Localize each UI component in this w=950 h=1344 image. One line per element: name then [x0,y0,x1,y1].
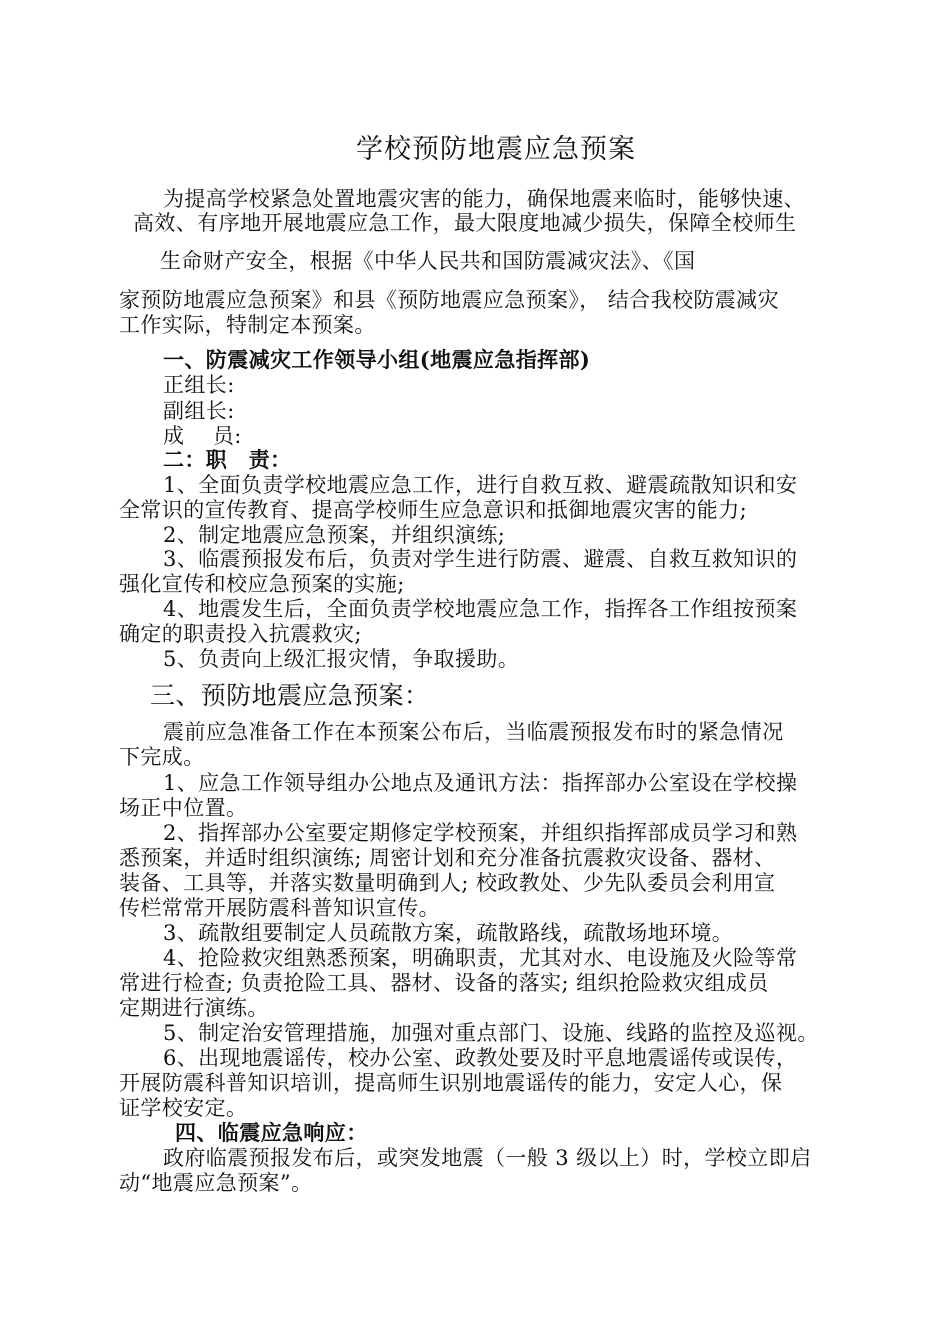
role-line: 副组长: [163,399,235,423]
body-line: 传栏常常开展防震科普知识宣传。 [119,896,440,920]
body-line: 2、指挥部办公室要定期修定学校预案，并组织指挥部成员学习和熟 [163,821,798,845]
intro-line: 高效、有序地开展地震应急工作，最大限度地减少损失，保障全校师生 [133,211,797,235]
body-line: 4、地震发生后，全面负责学校地震应急工作，指挥各工作组按预案 [163,597,798,621]
section-heading: 三、预防地震应急预案： [150,681,430,710]
body-line: 开展防震科普知识培训，提高师生识别地震谣传的能力，安定人心，保 [119,1071,783,1095]
section-heading: 一、防震减灾工作领导小组(地震应急指挥部) [163,347,591,372]
page-title: 学校预防地震应急预案 [356,134,636,165]
intro-line: 为提高学校紧急处置地震灾害的能力，确保地震来临时，能够快速、 [163,187,805,211]
body-line: 常进行检查; 负责抢险工具、器材、设备的落实; 组织抢险救灾组成员 [119,971,769,995]
role-line: 成 员: [163,424,242,448]
intro-line: 工作实际，特制定本预案。 [119,313,376,337]
body-line: 装备、工具等，并落实数量明确到人; 校政教处、少先队委员会利用宣 [119,871,776,895]
body-line: 政府临震预报发布后，或突发地震（一般 3 级以上）时，学校立即启 [163,1146,812,1170]
body-line: 动“地震应急预案”。 [119,1171,313,1195]
body-line: 4、抢险救灾组熟悉预案，明确职责，尤其对水、电设施及火险等常 [163,946,798,970]
body-line: 证学校安定。 [119,1096,248,1120]
section-heading: 四、临震应急响应： [175,1120,368,1145]
body-line: 5、制定治安管理措施，加强对重点部门、设施、线路的监控及巡视。 [163,1021,819,1045]
role-line: 正组长: [163,373,235,397]
section-heading: 二：职 责： [163,447,292,472]
body-line: 5、负责向上级汇报灾情，争取援助。 [163,647,520,671]
body-line: 悉预案，并适时组织演练; 周密计划和充分准备抗震救灾设备、器材、 [119,846,776,870]
body-line: 场正中位置。 [119,796,248,820]
body-line: 3、疏散组要制定人员疏散方案，疏散路线，疏散场地环境。 [163,921,734,945]
body-line: 全常识的宣传教育、提高学校师生应急意识和抵御地震灾害的能力; [119,498,748,522]
body-line: 定期进行演练。 [119,996,269,1020]
body-line: 6、出现地震谣传，校办公室、政教处要及时平息地震谣传或误传， [163,1046,798,1070]
body-line: 确定的职责投入抗震救灾; [119,622,362,646]
body-line: 震前应急准备工作在本预案公布后，当临震预报发布时的紧急情况 [163,720,784,744]
body-line: 下完成。 [119,745,205,769]
body-line: 强化宣传和校应急预案的实施; [119,572,405,596]
body-line: 1、应急工作领导组办公地点及通讯方法：指挥部办公室设在学校操 [163,771,798,795]
intro-line: 家预防地震应急预案》和县《预防地震应急预案》， 结合我校防震减灾 [119,288,779,312]
body-line: 2、制定地震应急预案，并组织演练; [163,523,506,547]
body-line: 3、临震预报发布后，负责对学生进行防震、避震、自救互救知识的 [163,547,798,571]
body-line: 1、全面负责学校地震应急工作，进行自救互救、避震疏散知识和安 [163,473,798,497]
intro-line: 生命财产安全，根据《中华人民共和国防震减灾法》、《国 [160,249,696,273]
